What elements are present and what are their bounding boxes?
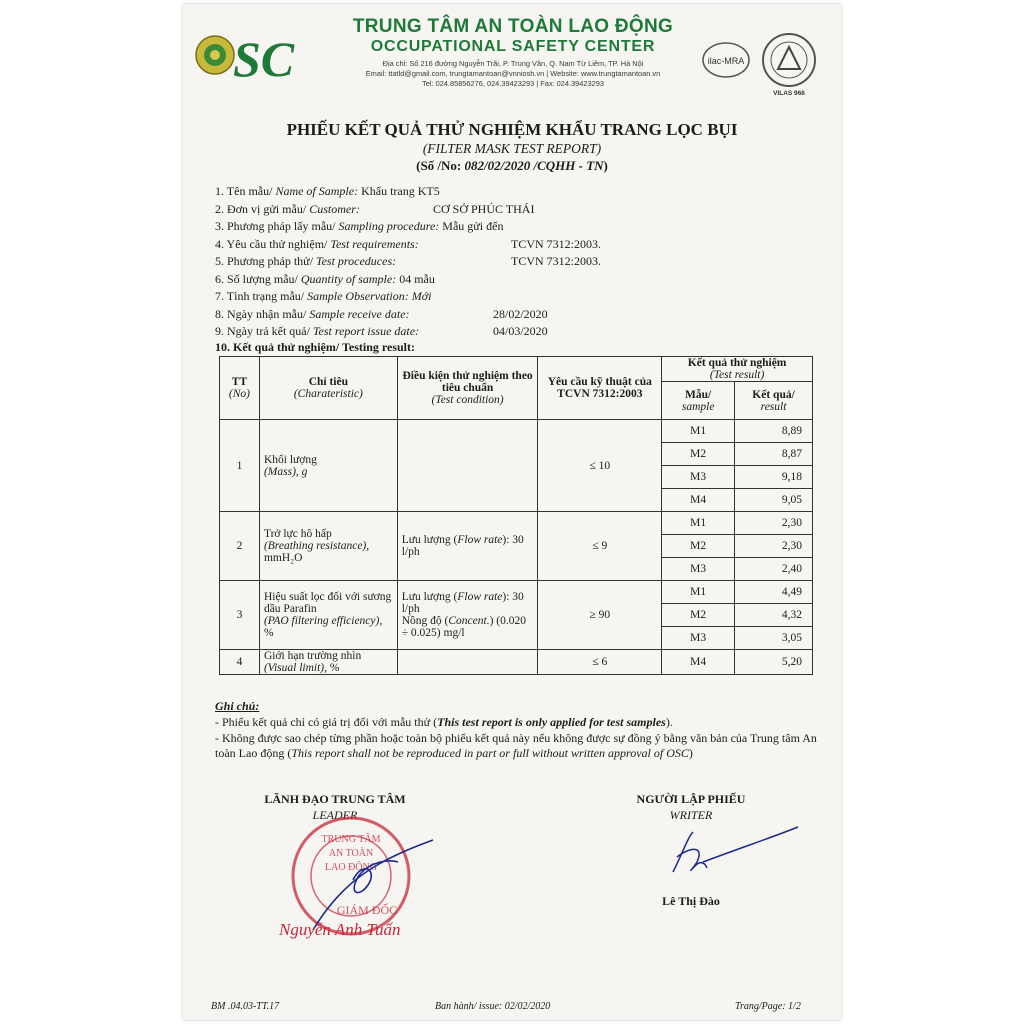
org-name-vi: TRUNG TÂM AN TOÀN LAO ĐỘNG: [352, 16, 674, 37]
row-number: 1: [220, 420, 260, 512]
sample-result: 8,87: [735, 443, 813, 466]
ilac-text: ilac-MRA: [707, 56, 745, 66]
sample-id: M1: [662, 512, 735, 535]
report-page: [183, 4, 841, 1020]
sample-id: M2: [662, 443, 735, 466]
row-characteristic: Khối lượng (Mass), g: [259, 420, 397, 512]
info-line: 6. Số lượng mẫu/ Quantity of sample: 04 mẫu: [215, 271, 435, 286]
sample-id: M3: [662, 558, 735, 581]
table-row: [220, 420, 813, 443]
results-table: [219, 356, 813, 675]
sample-id: M2: [662, 604, 735, 627]
header-sample: Mẫu/ sample: [662, 382, 735, 420]
footer-issue: Ban hành/ issue: 02/02/2020: [435, 1001, 551, 1012]
writer-name: Lê Thị Đào: [662, 894, 720, 908]
row-number: 4: [220, 650, 260, 675]
writer-title-en: WRITER: [669, 808, 713, 822]
sample-result: 9,05: [735, 489, 813, 512]
info-line: 7. Tình trạng mẫu/ Sample Observation: Mới: [215, 289, 432, 303]
row-number: 3: [220, 581, 260, 650]
header-tt: TT (No): [220, 357, 260, 420]
sample-id: M1: [662, 581, 735, 604]
svg-text:TRUNG TÂM: TRUNG TÂM: [321, 834, 381, 845]
table-row: [220, 650, 813, 675]
info-line: 9. Ngày trả kết quả/ Test report issue date: 04/03/2020: [215, 324, 548, 338]
footer-page: Trang/Page: 1/2: [735, 1001, 801, 1012]
sample-result: 3,05: [735, 627, 813, 650]
svg-text:SC: SC: [233, 31, 295, 86]
svg-text:GIÁM ĐỐC: GIÁM ĐỐC: [336, 903, 398, 917]
info-line: 4. Yêu cầu thử nghiệm/ Test requirements: TCVN 7312:2003.: [215, 236, 601, 251]
sample-id: M4: [662, 650, 735, 675]
sample-result: 5,20: [735, 650, 813, 675]
info-line: 8. Ngày nhận mẫu/ Sample receive date: 28/02/2020: [215, 306, 548, 321]
header-value: Kết quả/ result: [735, 382, 813, 420]
sample-id: M3: [662, 627, 735, 650]
director-name: Nguyễn Anh Tuấn: [279, 920, 401, 939]
org-name-en: OCCUPATIONAL SAFETY CENTER: [370, 38, 656, 55]
writer-title: NGƯỜI LẬP PHIẾU: [636, 792, 746, 806]
row-condition: Lưu lượng (Flow rate): 30 l/ph Nồng độ (Concent.) (0.020 ÷ 0.025) mg/l: [397, 581, 538, 650]
info-line: 1. Tên mẫu/ Name of Sample: Khẩu trang KT5: [215, 184, 440, 198]
ilac-mra-logo: [701, 40, 751, 80]
results-title: 10. Kết quả thử nghiệm/ Testing result:: [215, 340, 416, 354]
sample-result: 2,40: [735, 558, 813, 581]
sample-id: M4: [662, 489, 735, 512]
header-result: Kết quả thử nghiệm (Test result): [662, 357, 813, 382]
sample-result: 2,30: [735, 512, 813, 535]
org-email-web: Email: ttatld@gmail.com, trungtamantoan@vnniosh.vn | Website: www.trungtamantoan.vn: [365, 69, 661, 78]
sample-id: M1: [662, 420, 735, 443]
row-condition: [397, 420, 538, 512]
org-address: Địa chỉ: Số 216 đường Nguyễn Trãi, P. Trung Văn, Q. Nam Từ Liêm, TP. Hà Nội: [382, 59, 644, 68]
info-line: 5. Phương pháp thử/ Test proceduces: TCVN 7312:2003.: [215, 254, 601, 268]
report-subtitle: (FILTER MASK TEST REPORT): [422, 141, 602, 156]
leader-title: LÃNH ĐẠO TRUNG TÂM: [264, 792, 406, 806]
org-phone: Tel: 024.85856276, 024.39423293 | Fax: 024.39423293: [422, 79, 604, 88]
note-2: - Không được sao chép từng phần hoặc toàn bộ phiếu kết quả này nếu không được sự đồng ý bằng văn bản của Trung tâm An toàn Lao động (This report shall not be reproduced in part or full without written approval of OSC): [215, 731, 817, 760]
row-characteristic: Giới hạn trường nhìn (Visual limit), %: [259, 650, 397, 675]
row-requirement: ≤ 9: [538, 512, 662, 581]
footer-code: BM .04.03-TT.17: [211, 1001, 280, 1012]
row-condition: [397, 650, 538, 675]
sample-id: M2: [662, 535, 735, 558]
leader-title-en: LEADER: [312, 808, 358, 822]
table-row: [220, 512, 813, 535]
row-condition: Lưu lượng (Flow rate): 30 l/ph: [397, 512, 538, 581]
header-condition: Điều kiện thử nghiệm theo tiêu chuẩn (Test condition): [397, 357, 538, 420]
notes-heading: Ghi chú:: [215, 699, 260, 713]
row-requirement: ≥ 90: [538, 581, 662, 650]
row-characteristic: Hiệu suất lọc đối với sương dầu Parafin (PAO filtering efficiency), %: [259, 581, 397, 650]
sample-result: 4,32: [735, 604, 813, 627]
vilas-label: VILAS 966: [773, 90, 805, 97]
row-characteristic: Trở lực hô hấp (Breathing resistance), mmH₂O: [259, 512, 397, 581]
header-item: Chỉ tiêu (Charateristic): [259, 357, 397, 420]
row-requirement: ≤ 6: [538, 650, 662, 675]
sample-result: 9,18: [735, 466, 813, 489]
row-requirement: ≤ 10: [538, 420, 662, 512]
info-line: 3. Phương pháp lấy mẫu/ Sampling procedure: Mẫu gửi đến: [215, 219, 504, 233]
sample-result: 2,30: [735, 535, 813, 558]
table-row: [220, 581, 813, 604]
report-number: (Số /No: 082/02/2020 /CQHH - TN): [416, 158, 608, 173]
osc-logo: [193, 24, 311, 86]
report-title: PHIẾU KẾT QUẢ THỬ NGHIỆM KHẨU TRANG LỌC BỤI: [286, 120, 738, 139]
info-line: 2. Đơn vị gửi mẫu/ Customer: CƠ SỞ PHÚC THÁI: [215, 201, 535, 216]
writer-signature: [663, 822, 803, 882]
sample-result: 8,89: [735, 420, 813, 443]
header-requirement: Yêu cầu kỹ thuật của TCVN 7312:2003: [538, 357, 662, 420]
row-number: 2: [220, 512, 260, 581]
svg-text:LAO ĐỘNG: LAO ĐỘNG: [325, 862, 377, 873]
svg-text:AN TOÀN: AN TOÀN: [328, 848, 374, 859]
vilas-logo: [759, 30, 819, 92]
sample-result: 4,49: [735, 581, 813, 604]
sample-id: M3: [662, 466, 735, 489]
note-1: - Phiếu kết quả chỉ có giá trị đối với mẫu thử (This test report is only applied for test samples).: [215, 715, 673, 729]
